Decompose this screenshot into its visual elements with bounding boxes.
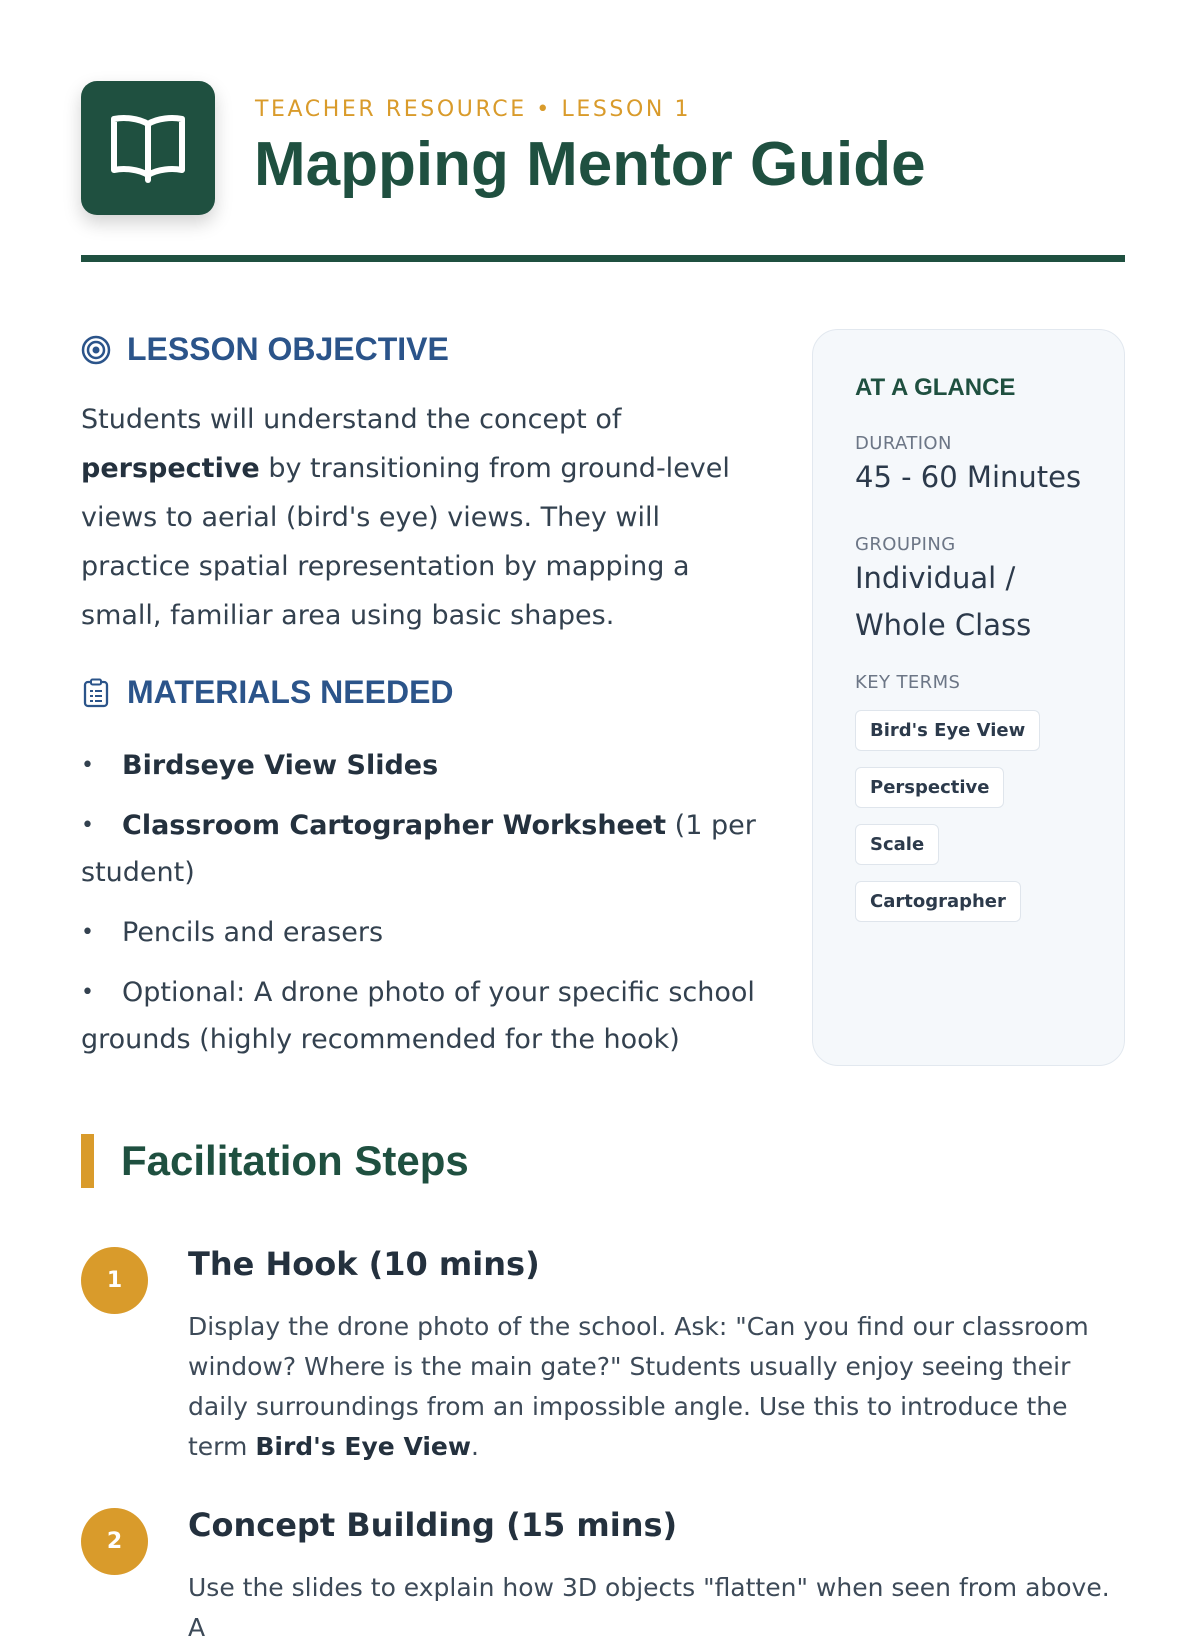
step-item [81,1247,1125,1467]
step-title: Concept Building (15 mins) [188,1506,678,1544]
glance-title: AT A GLANCE [855,374,1016,401]
key-term-chip: Bird's Eye View [855,710,1040,751]
materials-list [81,742,781,1076]
logo-badge [81,81,215,215]
key-term-chip: Scale [855,824,939,865]
lesson-eyebrow: TEACHER RESOURCE • LESSON 1 [255,97,692,122]
page-header [81,81,1125,262]
objective-text: Students will understand the concept of perspective by transitioning from ground-level views to aerial (bird's eye) views. They will practice spatial representation by mapping a small, familiar area using basic shapes. [81,404,730,631]
heading-accent-bar [81,1134,94,1188]
step-number-badge: 1 [81,1247,148,1314]
list-item: • Birdseye View Slides [81,750,439,781]
objective-heading [81,331,449,368]
grouping-value: Individual / Whole Class [855,561,1032,642]
step-description: Use the slides to explain how 3D objects "flatten" when seen from above. A [188,1573,1110,1642]
target-icon [81,335,111,365]
materials-heading-label: MATERIALS NEEDED [127,674,454,710]
objective-key-term: perspective [81,453,260,484]
facilitation-steps-title: Facilitation Steps [121,1137,469,1184]
key-terms-label: KEY TERMS [855,672,961,693]
duration-value: 45 - 60 Minutes [855,460,1082,494]
key-term-chip: Cartographer [855,881,1021,922]
step-title: The Hook (10 mins) [188,1245,540,1283]
at-a-glance-panel [812,329,1125,1066]
clipboard-icon [81,678,111,708]
key-term-chip: Perspective [855,767,1004,808]
step-item [81,1506,1125,1642]
objective-heading-label: LESSON OBJECTIVE [127,331,449,367]
list-item: • Pencils and erasers [81,917,384,948]
page-title: Mapping Mentor Guide [254,130,926,199]
book-open-icon [108,112,188,184]
header-divider [81,255,1125,262]
step-description: Display the drone photo of the school. Ask: "Can you find our classroom window? Where is the main gate?" Students usually enjoy seeing their daily surroundings from an impossible angle. Use this to introduce the term Bird's Eye View. [188,1312,1089,1461]
step-number-badge: 2 [81,1508,148,1575]
list-item: • Classroom Cartographer Worksheet (1 per student) [81,810,756,888]
facilitation-steps-heading [81,1134,469,1188]
duration-label: DURATION [855,433,952,454]
materials-heading [81,674,454,711]
list-item: • Optional: A drone photo of your specific school grounds (highly recommended for the hook) [81,977,755,1055]
grouping-label: GROUPING [855,534,956,555]
